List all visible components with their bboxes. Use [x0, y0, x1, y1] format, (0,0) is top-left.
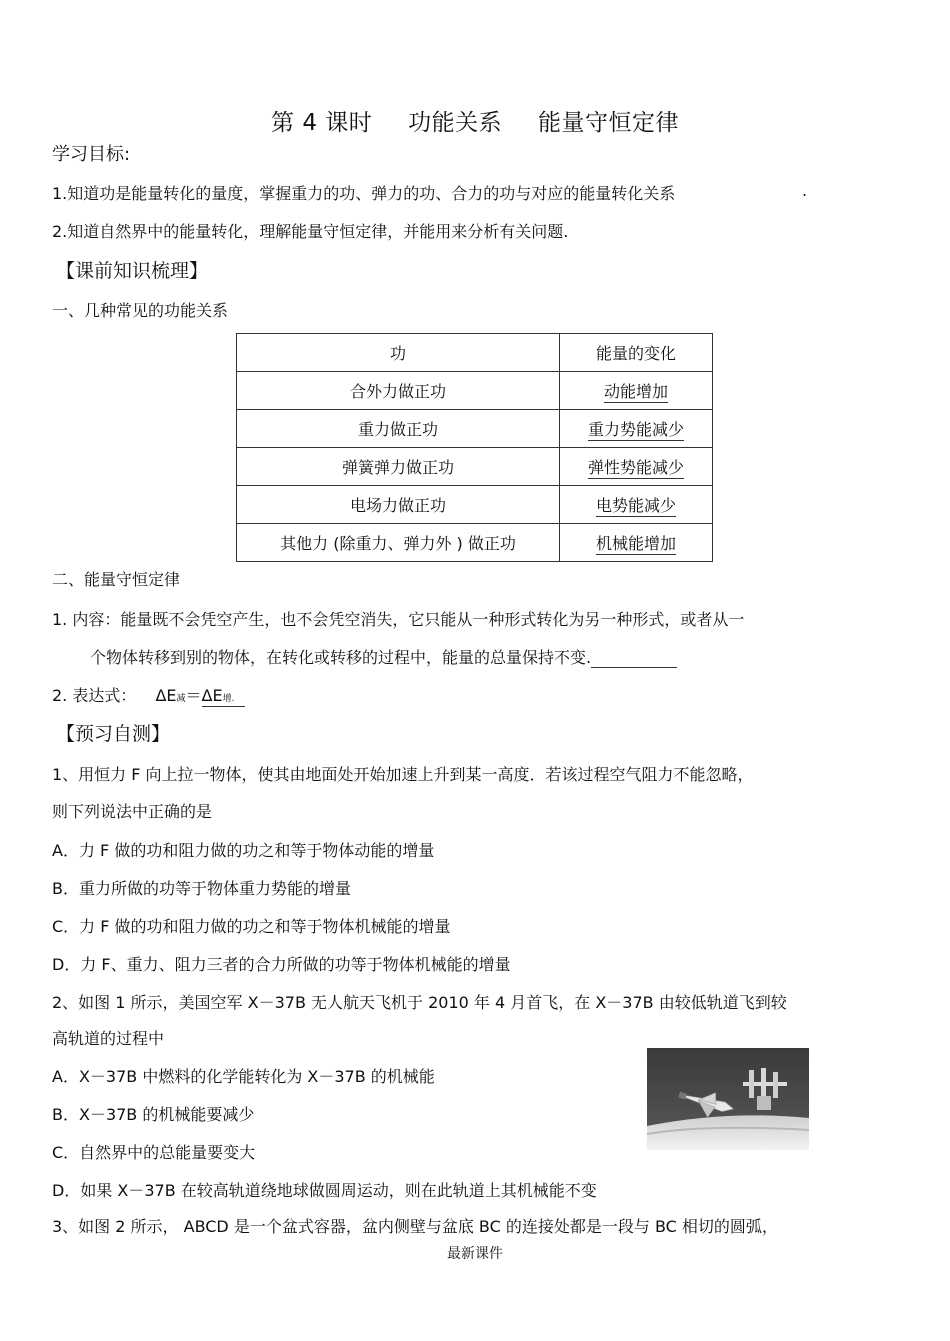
delta-e-decrease: ΔE	[155, 686, 177, 705]
space-plane-figure	[647, 1048, 809, 1150]
title-lesson: 第 4 课时	[271, 110, 373, 136]
answer-underlined: 动能增加	[603, 382, 668, 401]
q1-stem-line2: 则下列说法中正确的是	[52, 802, 213, 821]
answer-underlined: 机械能增加	[595, 534, 676, 553]
section-review-heading: 【课前知识梳理】	[56, 260, 209, 282]
delta-e-increase: ΔE	[201, 686, 223, 705]
q2-option-b: B．X－37B 的机械能要减少	[52, 1105, 255, 1124]
equals-sign: ＝	[185, 686, 202, 705]
table-cell-energy	[560, 448, 713, 486]
page-footer: 最新课件	[447, 1246, 503, 1262]
q3-stem-line1: 3、如图 2 所示， ABCD 是一个盆式容器，盆内侧壁与盆底 BC 的连接处都是一段与 BC 相切的圆弧，	[52, 1217, 778, 1236]
part2-heading: 二、能量守恒定律	[52, 570, 181, 589]
section-test-heading: 【预习自测】	[56, 723, 171, 745]
work-energy-table	[236, 333, 713, 562]
answer-underlined: 弹性势能减少	[587, 458, 684, 477]
subscript-increase: 增.	[222, 694, 235, 704]
q1-stem-line1: 1、用恒力 F 向上拉一物体，使其由地面处开始加速上升到某一高度．若该过程空气阻力不能忽略，	[52, 765, 754, 784]
q1-option-b: B．重力所做的功等于物体重力势能的增量	[52, 879, 351, 898]
subscript-decrease: 减	[176, 694, 186, 704]
table-row	[237, 448, 713, 486]
answer-blank	[591, 649, 677, 668]
table-header-row	[237, 334, 713, 372]
table-cell-energy	[560, 486, 713, 524]
law-expression	[52, 683, 245, 706]
table-row	[237, 524, 713, 562]
table-cell-energy	[560, 372, 713, 410]
table-cell-work: 重力做正功	[237, 410, 560, 448]
table-cell-work: 合外力做正功	[237, 372, 560, 410]
q2-stem-line2: 高轨道的过程中	[52, 1029, 165, 1048]
table-cell-work: 弹簧弹力做正功	[237, 448, 560, 486]
answer-underlined: 重力势能减少	[587, 420, 684, 439]
law-content-line1: 1. 内容：能量既不会凭空产生，也不会凭空消失，它只能从一种形式转化为另一种形式，或者从一	[52, 610, 745, 629]
table-row	[237, 410, 713, 448]
q2-option-c: C．自然界中的总能量要变大	[52, 1143, 256, 1162]
table-row	[237, 486, 713, 524]
delta-e-increase-group	[202, 686, 245, 707]
q2-stem-line1: 2、如图 1 所示，美国空军 X－37B 无人航天飞机于 2010 年 4 月首飞，在 X－37B 由较低轨道飞到较	[52, 993, 787, 1012]
q1-option-c: C．力 F 做的功和阻力做的功之和等于物体机械能的增量	[52, 917, 451, 936]
objective-1-end: .	[802, 181, 808, 200]
part1-heading: 一、几种常见的功能关系	[52, 301, 229, 320]
objective-2: 2.知道自然界中的能量转化，理解能量守恒定律，并能用来分析有关问题.	[52, 222, 569, 241]
table-cell-work: 电场力做正功	[237, 486, 560, 524]
law-content-text: 个物体转移到别的物体，在转化或转移的过程中，能量的总量保持不变.	[90, 648, 592, 667]
q2-option-a: A．X－37B 中燃料的化学能转化为 X－37B 的机械能	[52, 1067, 435, 1086]
table-cell-energy	[560, 410, 713, 448]
expression-label: 2. 表达式：	[52, 686, 137, 705]
page-title	[0, 104, 950, 137]
table-row	[237, 372, 713, 410]
q1-option-a: A．力 F 做的功和阻力做的功之和等于物体动能的增量	[52, 841, 435, 860]
title-topic1: 功能关系	[408, 110, 503, 136]
answer-underlined: 电势能减少	[595, 496, 676, 515]
title-topic2: 能量守恒定律	[537, 110, 679, 136]
table-cell-work: 其他力 (除重力、弹力外 ) 做正功	[237, 524, 560, 562]
objectives-heading: 学习目标:	[52, 144, 131, 165]
q1-option-d: D．力 F、重力、阻力三者的合力所做的功等于物体机械能的增量	[52, 955, 511, 974]
q2-option-d: D．如果 X－37B 在较高轨道绕地球做圆周运动，则在此轨道上其机械能不变	[52, 1181, 597, 1200]
table-header-energy: 能量的变化	[560, 334, 713, 372]
space-plane-icon	[647, 1048, 809, 1150]
table-header-work: 功	[237, 334, 560, 372]
law-content-line2	[90, 645, 677, 668]
objective-1: 1.知道功是能量转化的量度，掌握重力的功、弹力的功、合力的功与对应的能量转化关系	[52, 184, 676, 203]
table-cell-energy	[560, 524, 713, 562]
